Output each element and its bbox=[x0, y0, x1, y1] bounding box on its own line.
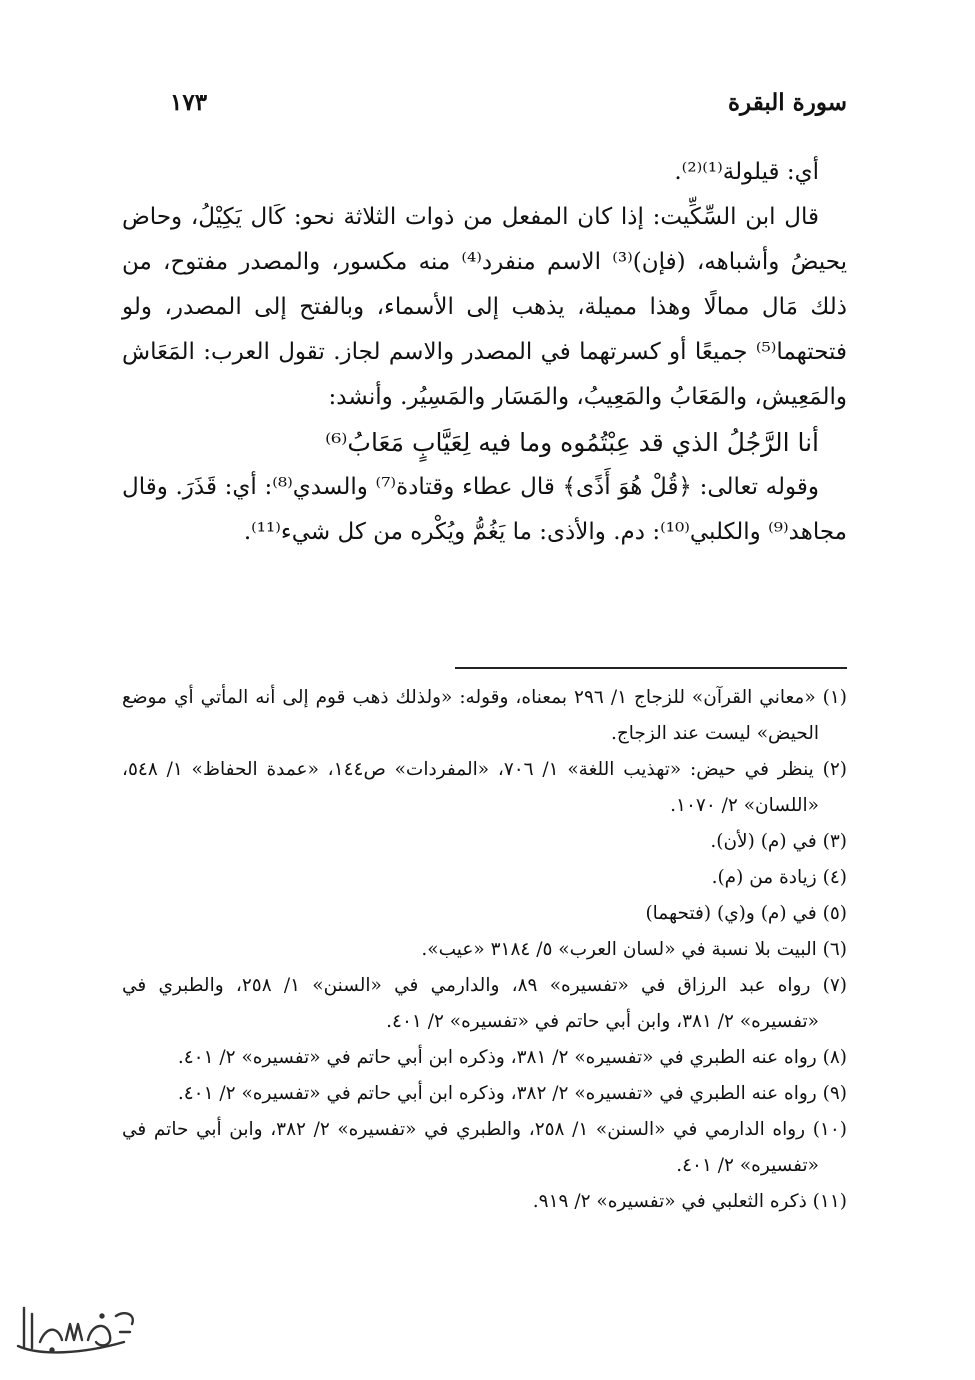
calligraphy-stamp-icon bbox=[12, 1302, 144, 1362]
footnote: (٤) زيادة من (م). bbox=[711, 867, 847, 888]
footnote: (٧) رواه عبد الرزاق في «تفسيره» ٨٩، والدارمي في «السنن» ١/ ٢٥٨، والطبري في «تفسيره» ٢/ ٣٨١، وابن أبي حاتم في «تفسيره» ٢/ ٤٠١. bbox=[122, 975, 848, 1032]
footnote: (٥) في (م) و(ي) (فتحهما) bbox=[645, 903, 847, 924]
page-header bbox=[170, 82, 847, 122]
page-number: ١٧٣ bbox=[170, 88, 208, 116]
footnote: (٩) رواه عنه الطبري في «تفسيره» ٢/ ٣٨٢، وذكره ابن أبي حاتم في «تفسيره» ٢/ ٤٠١. bbox=[177, 1083, 847, 1104]
footnotes bbox=[122, 680, 847, 1220]
footnote-separator bbox=[455, 667, 847, 669]
footnote: (١) «معاني القرآن» للزجاج ١/ ٢٩٦ بمعناه، وقوله: «ولذلك ذهب قوم إلى أنه المأتي أي موضع الحيض» ليست عند الزجاج. bbox=[122, 687, 847, 744]
surah-title: سورة البقرة bbox=[727, 88, 847, 116]
main-text bbox=[122, 150, 847, 555]
footnote: (١١) ذكره الثعلبي في «تفسيره» ٢/ ٩١٩. bbox=[532, 1191, 847, 1212]
footnote: (٨) رواه عنه الطبري في «تفسيره» ٢/ ٣٨١، وذكره ابن أبي حاتم في «تفسيره» ٢/ ٤٠١. bbox=[177, 1047, 847, 1068]
paragraph: وقوله تعالى: ﴿قُلْ هُوَ أَذًى﴾ قال عطاء وقتادة⁽⁷⁾ والسدي⁽⁸⁾: أي: قَذَرَ. وقال مجاهد⁽⁹⁾ والكلبي⁽¹⁰⁾: دم. والأذى: ما يَغُمُّ ويُكْره من كل شيء⁽¹¹⁾. bbox=[122, 474, 847, 545]
footnote: (٢) ينظر في حيض: «تهذيب اللغة» ١/ ٧٠٦، «المفردات» ص١٤٤، «عمدة الحفاظ» ١/ ٥٤٨، «اللسان» ٢/ ١٠٧٠. bbox=[122, 759, 847, 816]
footnote: (١٠) رواه الدارمي في «السنن» ١/ ٢٥٨، والطبري في «تفسيره» ٢/ ٣٨٢، وابن أبي حاتم في «تفسيره» ٢/ ٤٠١. bbox=[122, 1119, 848, 1176]
paragraph: قال ابن السِّكِّيت: إذا كان المفعل من ذوات الثلاثة نحو: كَال يَكِيْلُ، وحاض يحيضُ وأشباهه، (فإن)⁽³⁾ الاسم منفرد⁽⁴⁾ منه مكسور، والمصدر مفتوح، من ذلك مَال ممالًا وهذا مميلة، يذهب إلى الأسماء، وبالفتح إلى المصدر، ولو فتحتهما⁽⁵⁾ جميعًا أو كسرتهما في المصدر والاسم لجاز. تقول العرب: المَعَاش والمَعِيش، والمَعَابُ والمَعِيبُ، والمَسَار والمَسِيُر. وأنشد: bbox=[122, 204, 847, 410]
footnote: (٣) في (م) (لأن). bbox=[710, 831, 847, 852]
poetry-verse: أنا الرَّجُلُ الذي قد عِبْتُمُوه وما فيه لِعَيَّابٍ مَعَابُ⁽⁶⁾ bbox=[325, 428, 819, 457]
footnote: (٦) البيت بلا نسبة في «لسان العرب» ٥/ ٣١٨٤ «عيب». bbox=[421, 939, 847, 960]
paragraph: أي: قيلولة⁽¹⁾⁽²⁾. bbox=[674, 159, 819, 185]
